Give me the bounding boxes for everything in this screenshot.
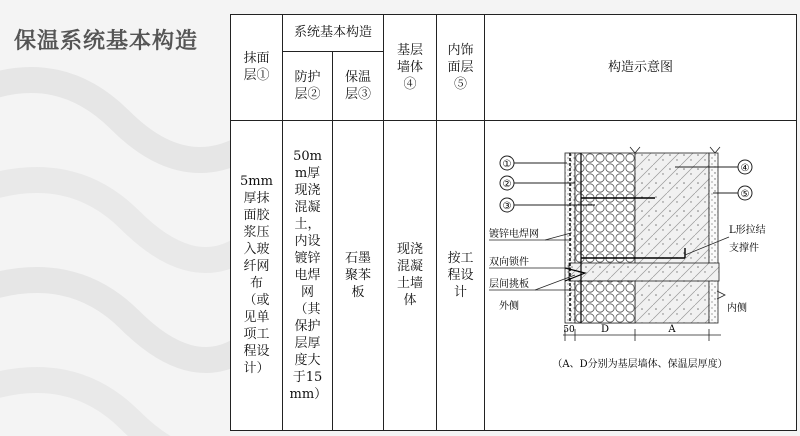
cell-base-wall: 现浇混凝土墙体 — [384, 121, 437, 431]
header-finish-layer: 抹面层① — [231, 15, 283, 121]
header-decor-layer: 内饰面层⑤ — [437, 15, 485, 121]
dim-d: D — [601, 323, 610, 335]
label-bidirectional-anchor — [489, 255, 571, 268]
label-exterior: 外侧 — [499, 300, 520, 312]
cell-insulation-layer: 石墨聚苯板 — [333, 121, 384, 431]
construction-diagram — [485, 123, 796, 429]
dim-50: 50 — [563, 324, 575, 335]
svg-text:⑤: ⑤ — [740, 188, 750, 200]
dimension-line — [563, 324, 721, 341]
marker-5 — [713, 186, 752, 200]
marker-2 — [500, 176, 575, 190]
svg-text:①: ① — [502, 158, 512, 170]
svg-text:L形拉结: L形拉结 — [729, 224, 766, 236]
svg-text:镀锌电焊网: 镀锌电焊网 — [489, 228, 540, 240]
header-protective-layer: 防护层② — [283, 52, 333, 121]
svg-text:④: ④ — [740, 162, 750, 174]
cell-diagram — [485, 121, 797, 431]
header-insulation-layer: 保温层③ — [333, 52, 384, 121]
header-system-group: 系统基本构造 — [283, 15, 384, 52]
page-title: 保温系统基本构造 — [14, 29, 199, 54]
wall-section — [565, 147, 725, 323]
header-diagram: 构造示意图 — [485, 15, 797, 121]
svg-text:层间挑板: 层间挑板 — [489, 278, 530, 290]
header-base-wall: 基层墙体④ — [384, 15, 437, 121]
dim-a: A — [668, 323, 676, 335]
label-support: 支撑件 — [729, 242, 760, 254]
diagram-caption: （A、D分别为基层墙体、保温层厚度） — [552, 358, 728, 370]
label-galvanized-mesh — [489, 227, 571, 240]
svg-text:双向锁件: 双向锁件 — [489, 256, 530, 268]
svg-text:③: ③ — [502, 200, 512, 212]
structure-table — [230, 14, 797, 431]
cell-decor-layer: 按工程设计 — [437, 121, 485, 431]
cell-protective-layer: 50mm厚现浇混凝土，内设镀锌电焊网（其保护层厚度大于15mm） — [283, 121, 333, 431]
marker-1 — [500, 156, 567, 170]
label-interior: 内侧 — [727, 302, 748, 314]
svg-text:②: ② — [502, 178, 512, 190]
label-interlayer-ledge — [489, 275, 575, 290]
cell-finish-layer: 5mm厚抹面胶浆压入玻纤网布（或见单项工程设计） — [231, 121, 283, 431]
